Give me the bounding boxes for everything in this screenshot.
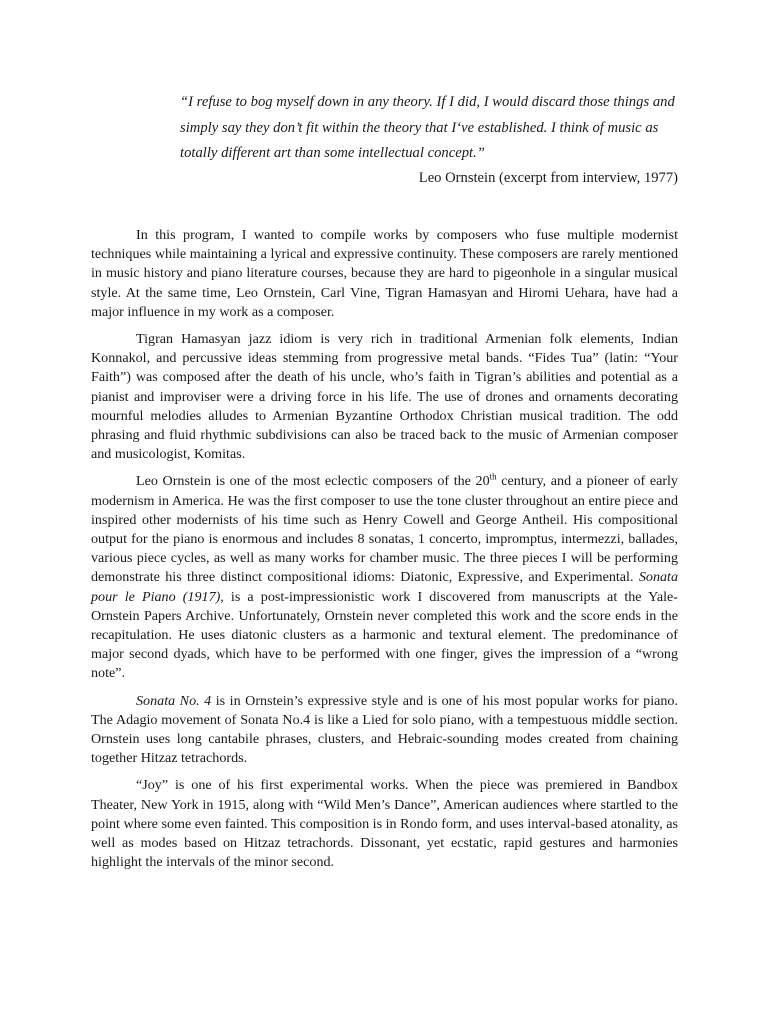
paragraph-sonata-no-4-text: is in Ornstein’s expressive style and is one of his most popular works for piano. The Adagio movement of Sonata No.4 is like a Lied for solo piano, with a tempestuous middle section. Ornstein uses long cantabile phrases, clusters, and Hebraic-sounding modes created from chaining together Hitzaz tetrachords.: [91, 692, 678, 767]
paragraph-hamasyan: Tigran Hamasyan jazz idiom is very rich in traditional Armenian folk elements, Indian Konnakol, and percussive ideas stemming from progressive metal bands. “Fides Tua” (latin: “Your Faith”) was composed after the death of his uncle, who’s faith in Tigran’s abilities and potential as a pianist and improviser were a driving force in his life. The use of drones and ornaments decorating mournful melodies alludes to Armenian Byzantine Orthodox Christian musical tradition. The odd phrasing and fluid rhythmic subdivisions can also be traced back to the music of Armenian composer and musicologist, Komitas.: [91, 331, 678, 463]
paragraph-ornstein-part-c: is a post-impressionistic work I discovered from manuscripts at the Yale- Ornstein Papers Archive. Unfortunately, Ornstein never completed this work and the score ends in the recapitulation. He uses diatonic clusters as a harmonic and textural element. The predominance of major second dyads, which have to be performed with one finger, gives the impression of a “wrong note”.: [91, 588, 678, 682]
epigraph-quote: “I refuse to bog myself down in any theory. If I did, I would discard those things and simply say they don’t fit within the theory that I‘ve established. I think of music as totally different art than some intellectual concept.”: [180, 94, 675, 161]
paragraph-intro: In this program, I wanted to compile works by composers who fuse multiple modernist techniques while maintaining a lyrical and expressive continuity. These composers are rarely mentioned in music history and piano literature courses, because they are hard to pigeonhole in a singular musical style. At the same time, Leo Ornstein, Carl Vine, Tigran Hamasyan and Hiromi Uehara, have had a major influence in my work as a composer.: [91, 227, 678, 320]
ordinal-superscript: th: [489, 471, 497, 482]
program-notes-body: [91, 226, 678, 881]
epigraph-attribution: Leo Ornstein (excerpt from interview, 1977): [418, 169, 678, 186]
work-title-sonata-pour-le-piano: Sonata pour le Piano (1917),: [91, 569, 678, 605]
paragraph-ornstein: [91, 472, 678, 683]
paragraph-ornstein-part-a: Leo Ornstein is one of the most eclectic composers of the 20: [136, 473, 490, 490]
work-title-sonata-no-4: Sonata No. 4: [136, 692, 212, 709]
paragraph-joy: “Joy” is one of his first experimental works. When the piece was premiered in Bandbox Theater, New York in 1915, along with “Wild Men’s Dance”, American audiences where startled to the point where some even fainted. This composition is in Rondo form, and uses interval-based atonality, as well as modes based on Hitzaz tetrachords. Dissonant, yet ecstatic, rapid gestures and harmonies highlight the intervals of the minor second.: [91, 777, 678, 871]
epigraph: [180, 90, 678, 188]
paragraph-ornstein-part-b: century, and a pioneer of early modernism in America. He was the first composer to use the tone cluster throughout an entire piece and inspired other modernists of his time such as Henry Cowell and George Antheil. His compositional output for the piano is enormous and includes 8 sonatas, 1 concerto, impromptus, intermezzi, ballades, various piece cycles, as well as many works for chamber music. The three pieces I will be performing demonstrate his three distinct compositional idioms: Diatonic, Expressive, and Experimental.: [91, 473, 678, 586]
paragraph-sonata-no-4: [91, 692, 678, 769]
